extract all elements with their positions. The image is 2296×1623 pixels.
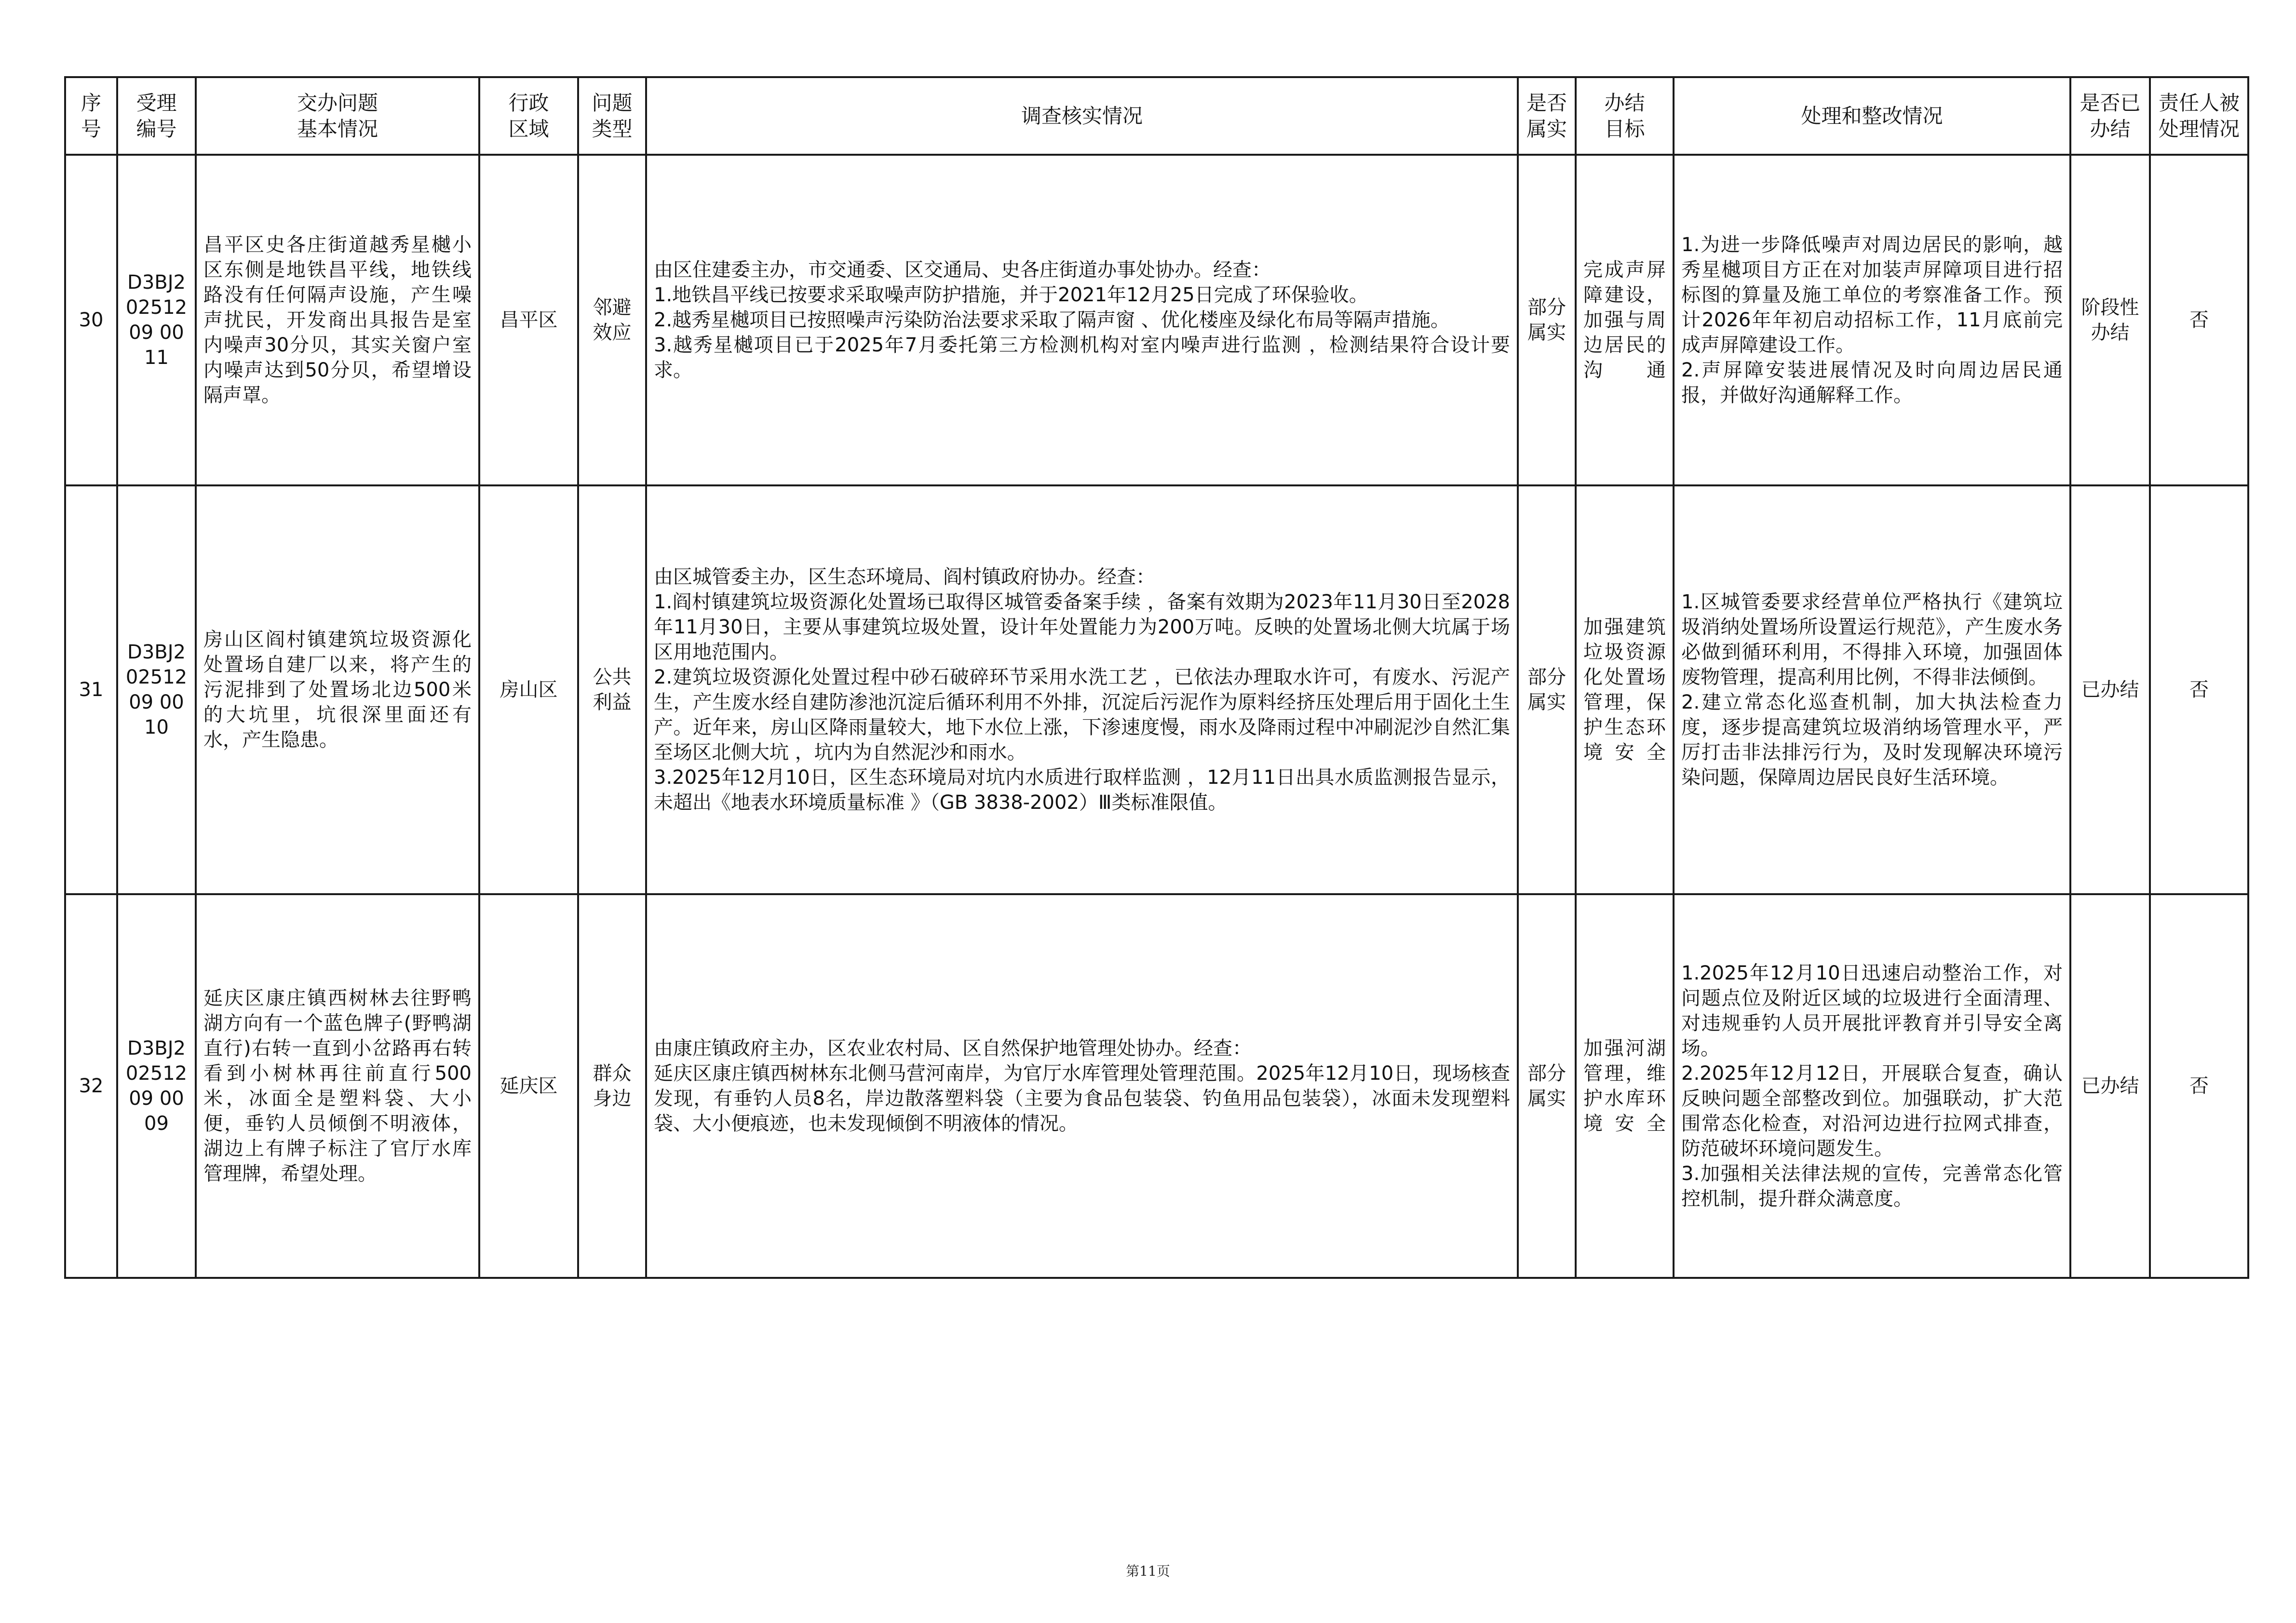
cell-verified: 部分 属实 bbox=[1518, 894, 1576, 1278]
cell-accountability: 否 bbox=[2150, 155, 2248, 485]
header-issue: 交办问题 基本情况 bbox=[196, 77, 479, 155]
cell-type: 邻避 效应 bbox=[578, 155, 646, 485]
cell-verified: 部分 属实 bbox=[1518, 485, 1576, 894]
header-seq: 序 号 bbox=[65, 77, 117, 155]
header-district: 行政 区域 bbox=[479, 77, 578, 155]
table-header-row bbox=[65, 77, 2248, 155]
cell-case-id: D3BJ20251209 0010 bbox=[117, 485, 196, 894]
header-case-id: 受理 编号 bbox=[117, 77, 196, 155]
cell-type: 公共 利益 bbox=[578, 485, 646, 894]
cell-accountability: 否 bbox=[2150, 485, 2248, 894]
table-row bbox=[65, 894, 2248, 1278]
cell-handling: 1.2025年12月10日迅速启动整治工作，对问题点位及附近区域的垃圾进行全面清理、对违规垂钓人员开展批评教育并引导安全离场。 2.2025年12月12日，开展联合复查，确认反映问题全部整改到位。加强联动，扩大范围常态化检查，对沿河边进行拉网式排查，防范破坏环境问题发生。 3.加强相关法律法规的宣传，完善常态化管控机制，提升群众满意度。 bbox=[1674, 894, 2070, 1278]
cell-accountability: 否 bbox=[2150, 894, 2248, 1278]
header-handling: 处理和整改情况 bbox=[1674, 77, 2070, 155]
cell-closed: 已办结 bbox=[2070, 485, 2150, 894]
header-target: 办结 目标 bbox=[1576, 77, 1674, 155]
cell-seq: 32 bbox=[65, 894, 117, 1278]
cell-handling: 1.区城管委要求经营单位严格执行《建筑垃圾消纳处置场所设置运行规范》，产生废水务必做到循环利用，不得排入环境，加强固体废物管理，提高利用比例，不得非法倾倒。 2.建立常态化巡查机制，加大执法检查力度，逐步提高建筑垃圾消纳场管理水平，严厉打击非法排污行为，及时发现解决环境污染问题，保障周边居民良好生活环境。 bbox=[1674, 485, 2070, 894]
cell-seq: 30 bbox=[65, 155, 117, 485]
cell-type: 群众 身边 bbox=[578, 894, 646, 1278]
table-row bbox=[65, 155, 2248, 485]
cell-investigation: 由康庄镇政府主办，区农业农村局、区自然保护地管理处协办。经查： 延庆区康庄镇西树林东北侧马营河南岸，为官厅水库管理处管理范围。2025年12月10日，现场核查发现，有垂钓人员8名，岸边散落塑料袋（主要为食品包装袋、钓鱼用品包装袋），冰面未发现塑料袋、大小便痕迹，也未发现倾倒不明液体的情况。 bbox=[646, 894, 1518, 1278]
cell-target: 加强河湖管理，维护水库环境安全 bbox=[1576, 894, 1674, 1278]
cell-closed: 已办结 bbox=[2070, 894, 2150, 1278]
cell-handling: 1.为进一步降低噪声对周边居民的影响，越秀星樾项目方正在对加装声屏障项目进行招标图的算量及施工单位的考察准备工作。预计2026年年初启动招标工作，11月底前完成声屏障建设工作。 2.声屏障安装进展情况及时向周边居民通报，并做好沟通解释工作。 bbox=[1674, 155, 2070, 485]
header-investigation: 调查核实情况 bbox=[646, 77, 1518, 155]
header-type: 问题 类型 bbox=[578, 77, 646, 155]
cell-issue: 延庆区康庄镇西树林去往野鸭湖方向有一个蓝色牌子(野鸭湖直行)右转一直到小岔路再右转看到小树林再往前直行500米，冰面全是塑料袋、大小便，垂钓人员倾倒不明液体，湖边上有牌子标注了官厅水库管理牌，希望处理。 bbox=[196, 894, 479, 1278]
cell-investigation: 由区城管委主办，区生态环境局、阎村镇政府协办。经查： 1.阎村镇建筑垃圾资源化处置场已取得区城管委备案手续 ，备案有效期为2023年11月30日至2028年11月30日，主要从事建筑垃圾处置，设计年处置能力为200万吨。反映的处置场北侧大坑属于场区用地范围内。 2.建筑垃圾资源化处置过程中砂石破碎环节采用水洗工艺 ，已依法办理取水许可，有废水、污泥产生，产生废水经自建防渗池沉淀后循环利用不外排，沉淀后污泥作为原料经挤压处理后用于固化土生产。近年来，房山区降雨量较大，地下水位上涨，下渗速度慢，雨水及降雨过程中冲刷泥沙自然汇集至场区北侧大坑 ，坑内为自然泥沙和雨水。 3.2025年12月10日，区生态环境局对坑内水质进行取样监测 ，12月11日出具水质监测报告显示，未超出《地表水环境质量标准 》（GB 3838-2002）Ⅲ类标准限值。 bbox=[646, 485, 1518, 894]
header-closed: 是否已 办结 bbox=[2070, 77, 2150, 155]
cell-district: 延庆区 bbox=[479, 894, 578, 1278]
cell-closed: 阶段性 办结 bbox=[2070, 155, 2150, 485]
cell-issue: 昌平区史各庄街道越秀星樾小区东侧是地铁昌平线，地铁线路没有任何隔声设施，产生噪声扰民，开发商出具报告是室内噪声30分贝，其实关窗户室内噪声达到50分贝，希望增设隔声罩。 bbox=[196, 155, 479, 485]
header-verified: 是否 属实 bbox=[1518, 77, 1576, 155]
header-accountability: 责任人被 处理情况 bbox=[2150, 77, 2248, 155]
table-row bbox=[65, 485, 2248, 894]
cell-district: 昌平区 bbox=[479, 155, 578, 485]
cell-district: 房山区 bbox=[479, 485, 578, 894]
cell-issue: 房山区阎村镇建筑垃圾资源化处置场自建厂以来，将产生的污泥排到了处置场北边500米的大坑里，坑很深里面还有水，产生隐患。 bbox=[196, 485, 479, 894]
cell-verified: 部分 属实 bbox=[1518, 155, 1576, 485]
cell-target: 完成声屏障建设，加强与周边居民的沟通 bbox=[1576, 155, 1674, 485]
page-number: 第11页 bbox=[1126, 1563, 1170, 1579]
cell-target: 加强建筑垃圾资源化处置场管理，保护生态环境安全 bbox=[1576, 485, 1674, 894]
cell-seq: 31 bbox=[65, 485, 117, 894]
cell-case-id: D3BJ20251209 0009 bbox=[117, 894, 196, 1278]
cell-case-id: D3BJ20251209 0011 bbox=[117, 155, 196, 485]
cell-investigation: 由区住建委主办，市交通委、区交通局、史各庄街道办事处协办。经查： 1.地铁昌平线已按要求采取噪声防护措施，并于2021年12月25日完成了环保验收。 2.越秀星樾项目已按照噪声污染防治法要求采取了隔声窗 、优化楼座及绿化布局等隔声措施。 3.越秀星樾项目已于2025年7月委托第三方检测机构对室内噪声进行监测 ，检测结果符合设计要求。 bbox=[646, 155, 1518, 485]
complaint-table bbox=[64, 76, 2249, 1279]
